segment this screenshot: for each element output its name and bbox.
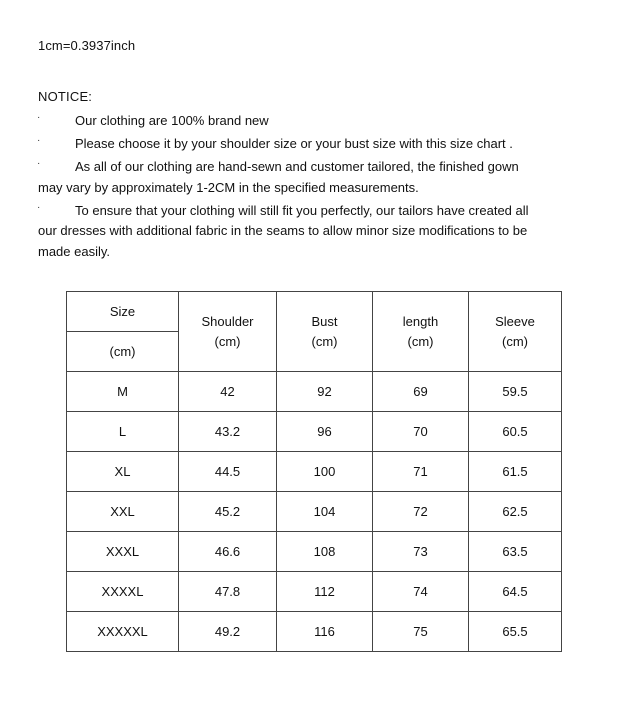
notice-item xyxy=(38,134,598,155)
size-header-label: Size xyxy=(109,304,136,319)
size-unit-cell xyxy=(67,332,179,372)
length-cell: 69 xyxy=(373,372,469,412)
bullet-dot: · xyxy=(37,112,41,123)
length-cell: 75 xyxy=(373,612,469,652)
bullet-dot: · xyxy=(37,201,41,213)
bust-cell: 104 xyxy=(277,492,373,532)
size-cell: XL xyxy=(67,452,179,492)
unit-conversion-note: 1cm=0.3937inch xyxy=(38,38,136,53)
size-cell: XXXXL xyxy=(67,572,179,612)
bullet-dot: · xyxy=(37,158,41,169)
table-row xyxy=(67,612,562,652)
sleeve-cell: 59.5 xyxy=(469,372,562,412)
length-cell: 74 xyxy=(373,572,469,612)
header-name: Bust xyxy=(311,313,338,329)
bust-cell: 116 xyxy=(277,612,373,652)
notice-line-text: To ensure that your clothing will still fit you perfectly, our tailors have created all xyxy=(75,202,529,218)
size-cell: M xyxy=(67,372,179,412)
sleeve-cell: 60.5 xyxy=(469,412,562,452)
header-unit: (cm) xyxy=(214,333,241,349)
shoulder-cell: 46.6 xyxy=(179,532,277,572)
header-cell-shoulder xyxy=(179,292,277,372)
bust-cell: 100 xyxy=(277,452,373,492)
sleeve-cell: 63.5 xyxy=(469,532,562,572)
shoulder-cell: 44.5 xyxy=(179,452,277,492)
notice-line-text: As all of our clothing are hand-sewn and customer tailored, the finished gown xyxy=(75,159,519,174)
size-cell: XXL xyxy=(67,492,179,532)
shoulder-cell: 42 xyxy=(179,372,277,412)
notice-item-continuation xyxy=(38,178,598,199)
shoulder-cell: 45.2 xyxy=(179,492,277,532)
table-row xyxy=(67,572,562,612)
table-row xyxy=(67,412,562,452)
size-cell: XXXXXL xyxy=(67,612,179,652)
table-header-row xyxy=(67,292,562,332)
shoulder-cell: 47.8 xyxy=(179,572,277,612)
length-cell: 72 xyxy=(373,492,469,532)
bust-cell: 92 xyxy=(277,372,373,412)
sleeve-cell: 65.5 xyxy=(469,612,562,652)
size-header-cell xyxy=(67,292,179,332)
notice-line-text: may vary by approximately 1-2CM in the specified measurements. xyxy=(38,179,419,195)
sleeve-cell: 64.5 xyxy=(469,572,562,612)
table-row xyxy=(67,532,562,572)
bust-cell: 96 xyxy=(277,412,373,452)
bust-cell: 108 xyxy=(277,532,373,572)
header-cell-sleeve xyxy=(469,292,562,372)
notice-line-text: our dresses with additional fabric in the seams to allow minor size modifications to be xyxy=(38,223,528,238)
header-unit: (cm) xyxy=(311,333,338,349)
header-unit: (cm) xyxy=(502,333,528,349)
bullet-dot: · xyxy=(37,135,41,146)
table-row xyxy=(67,492,562,532)
shoulder-cell: 49.2 xyxy=(179,612,277,652)
notice-text xyxy=(38,111,598,265)
header-unit: (cm) xyxy=(407,333,434,349)
bust-cell: 112 xyxy=(277,572,373,612)
size-cell: XXXL xyxy=(67,532,179,572)
length-cell: 73 xyxy=(373,532,469,572)
notice-line-text: Please choose it by your shoulder size or your bust size with this size chart . xyxy=(75,136,513,151)
notice-line-text: made easily. xyxy=(38,243,111,259)
size-unit-label: (cm) xyxy=(109,344,136,359)
notice-item xyxy=(38,157,598,178)
sleeve-cell: 61.5 xyxy=(469,452,562,492)
sleeve-cell: 62.5 xyxy=(469,492,562,532)
table-row xyxy=(67,452,562,492)
header-name: Shoulder xyxy=(201,313,254,329)
length-cell: 70 xyxy=(373,412,469,452)
header-name: length xyxy=(402,313,439,329)
header-cell-length xyxy=(373,292,469,372)
size-cell: L xyxy=(67,412,179,452)
shoulder-cell: 43.2 xyxy=(179,412,277,452)
notice-item-continuation xyxy=(38,242,598,263)
notice-line-text: Our clothing are 100% brand new xyxy=(75,113,269,128)
notice-item xyxy=(38,111,598,132)
notice-title: NOTICE: xyxy=(38,89,93,104)
length-cell: 71 xyxy=(373,452,469,492)
size-chart-table xyxy=(66,291,562,652)
table-row xyxy=(67,372,562,412)
notice-item xyxy=(38,201,598,222)
header-cell-bust xyxy=(277,292,373,372)
notice-item-continuation xyxy=(38,221,598,242)
header-name: Sleeve xyxy=(495,313,535,329)
